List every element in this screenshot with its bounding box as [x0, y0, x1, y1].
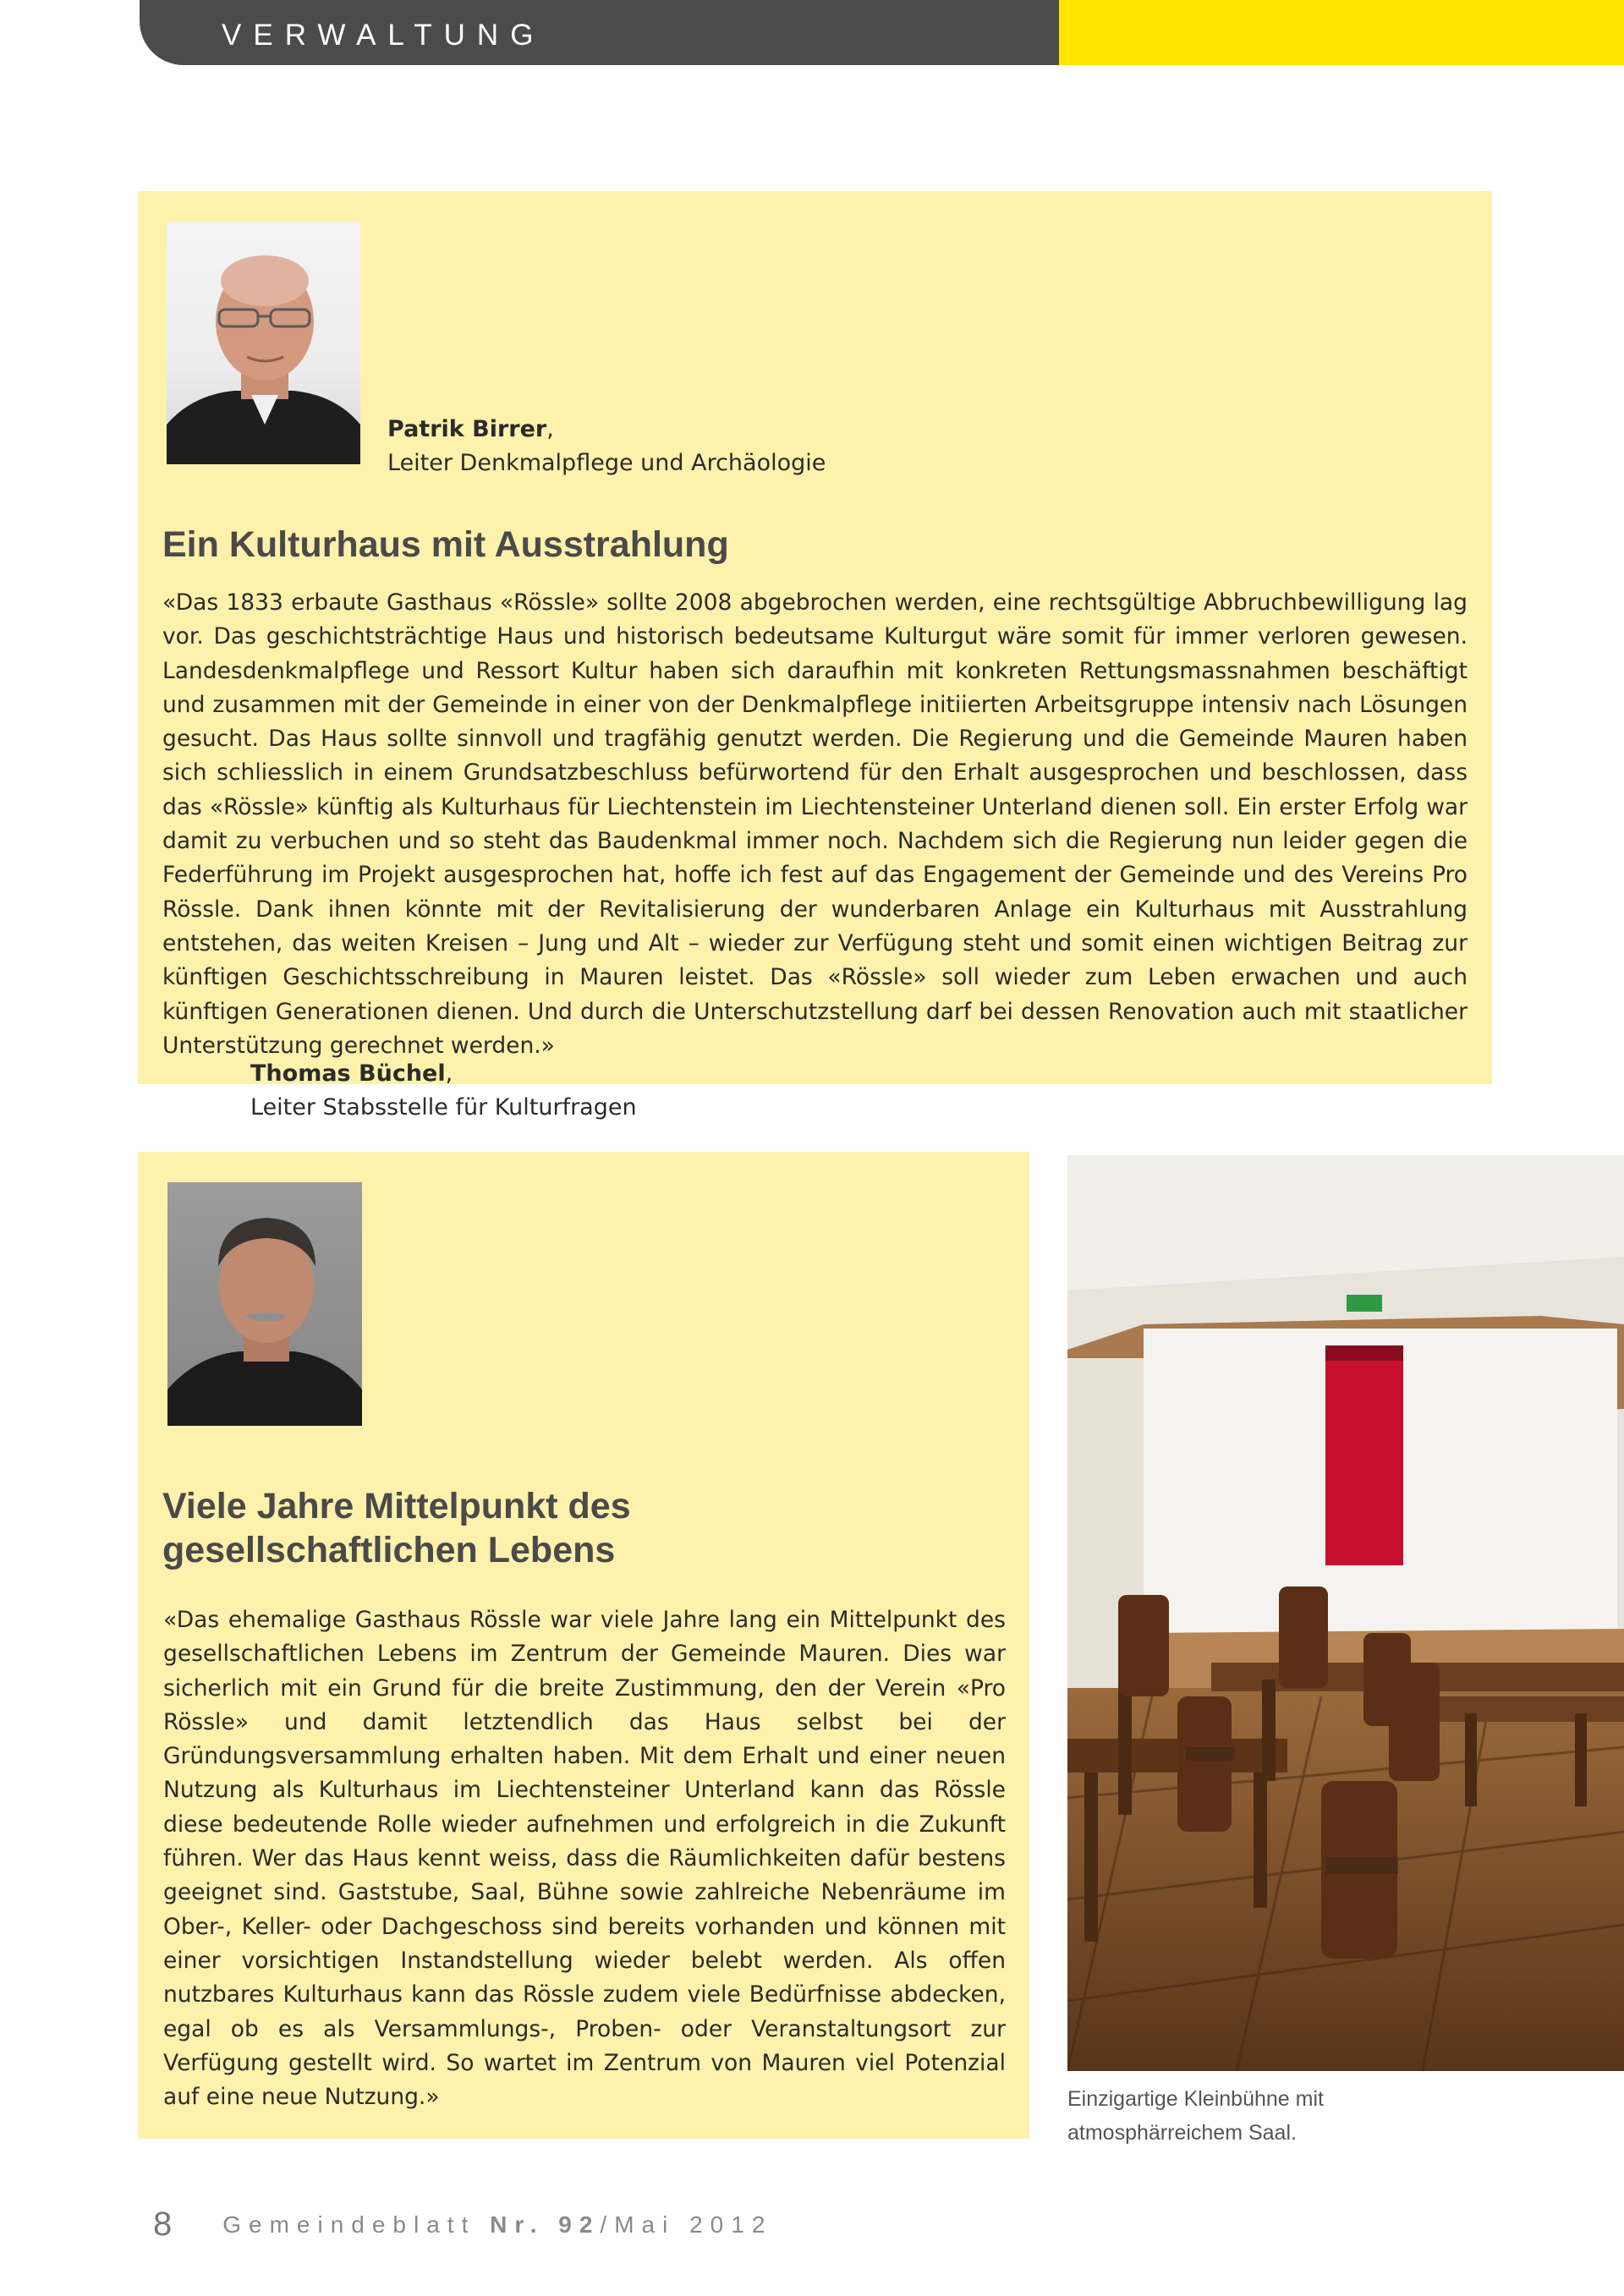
- portrait-image: [167, 222, 360, 464]
- article-headline: Ein Kulturhaus mit Ausstrahlung: [162, 524, 729, 565]
- article-headline: [162, 1484, 754, 1572]
- issue-date: /Mai 2012: [600, 2211, 773, 2238]
- author-name-separator: ,: [546, 416, 554, 442]
- portrait-image: [167, 1182, 362, 1426]
- author-role: Leiter Stabsstelle für Kulturfragen: [250, 1094, 637, 1121]
- publication-name: Gemeindeblatt: [222, 2211, 491, 2238]
- author-name: Patrik Birrer: [387, 416, 547, 442]
- hall-image: [1067, 1155, 1624, 2071]
- author-name: Thomas Büchel: [250, 1060, 446, 1087]
- section-header-bar: [140, 0, 1059, 65]
- page-footer: [153, 2206, 772, 2244]
- header-accent-bar: [1059, 0, 1624, 65]
- author-byline: [387, 413, 826, 480]
- article-box-birrer: [138, 191, 1492, 1084]
- headline-line: Viele Jahre Mittelpunkt des: [162, 1486, 631, 1526]
- section-title: VERWALTUNG: [222, 19, 546, 52]
- caption-line: atmosphärreichem Saal.: [1067, 2121, 1297, 2145]
- author-name-separator: ,: [445, 1060, 453, 1087]
- photo-caption: [1067, 2082, 1324, 2150]
- author-role: Leiter Denkmalpflege und Archäologie: [387, 450, 826, 476]
- caption-line: Einzigartige Kleinbühne mit: [1067, 2087, 1324, 2111]
- author-portrait-photo: [167, 222, 360, 464]
- page-number: 8: [153, 2206, 173, 2243]
- headline-line: gesellschaftlichen Lebens: [162, 1530, 616, 1570]
- article-body: «Das ehemalige Gasthaus Rössle war viele Jahre lang ein Mittelpunkt des gesellschaftlichen Lebens im Zentrum der Gemeinde Mauren. Dies war sicherlich mit ein Grund für die breite Zustimmung, den der Verein «Pro Rössle» und damit letztendlich das Haus selbst bei der Gründungsversammlung erhalten haben. Mit dem Erhalt und einer neuen Nutzung als Kulturhaus im Liechtensteiner Unterland kann das Rössle diese bedeutende Rolle wieder aufnehmen und erfolgreich in die Zukunft führen. Wer das Haus kennt weiss, dass die Räumlichkeiten dafür bestens geeignet sind. Gaststube, Saal, Bühne sowie zahlreiche Nebenräume im Ober-, Keller- oder Dachgeschoss sind bereits vorhanden und können mit einer vorsichtigen Instandstellung wieder belebt werden. Als offen nutzbares Kulturhaus kann das Rössle zudem viele Bedürfnisse abdecken, egal ob es als Versammlungs-, Proben- oder Veranstaltungsort zur Verfügung gestellt wird. So wartet im Zentrum von Mauren viel Potenzial auf eine neue Nutzung.»: [163, 1607, 1006, 2111]
- author-byline: [250, 1057, 637, 1125]
- hall-photo: [1067, 1155, 1624, 2071]
- issue-number: Nr. 92: [490, 2211, 601, 2238]
- author-portrait-photo: [167, 1182, 362, 1426]
- article-body: «Das 1833 erbaute Gasthaus «Rössle» sollte 2008 abgebrochen werden, eine rechtsgültige Abbruchbewilligung lag vor. Das geschichtsträchtige Haus und historisch bedeutsame Kulturgut wäre somit für immer verloren gewesen. Landesdenkmalpflege und Ressort Kultur haben sich daraufhin mit konkreten Rettungsmassnahmen beschäftigt und zusammen mit der Gemeinde in einer von der Denkmalpflege initiierten Arbeitsgruppe intensiv nach Lösungen gesucht. Das Haus sollte sinnvoll und tragfähig genutzt werden. Die Regierung und die Gemeinde Mauren haben sich schliesslich in einem Grundsatzbeschluss befürwortend für den Erhalt ausgesprochen und beschlossen, dass das «Rössle» künftig als Kulturhaus für Liechtenstein im Liechtensteiner Unterland dienen soll. Ein erster Erfolg war damit zu verbuchen und so steht das Baudenkmal immer noch. Nachdem sich die Regierung nun leider gegen die Federführung im Projekt ausgesprochen hat, hoffe ich fest auf das Engagement der Gemeinde und des Vereins Pro Rössle. Dank ihnen könnte mit der Revitalisierung der wunderbaren Anlage ein Kulturhaus mit Ausstrahlung entstehen, das weiten Kreisen – Jung und Alt – wieder zur Verfügung steht und somit einen wichtigen Beitrag zur künftigen Geschichtsschreibung in Mauren leistet. Das «Rössle» soll wieder zum Leben erwachen und auch künftigen Generationen dienen. Und durch die Unterschutzstellung darf bei dessen Renovation auch mit staatlicher Unterstützung gerechnet werden.»: [162, 589, 1468, 1059]
